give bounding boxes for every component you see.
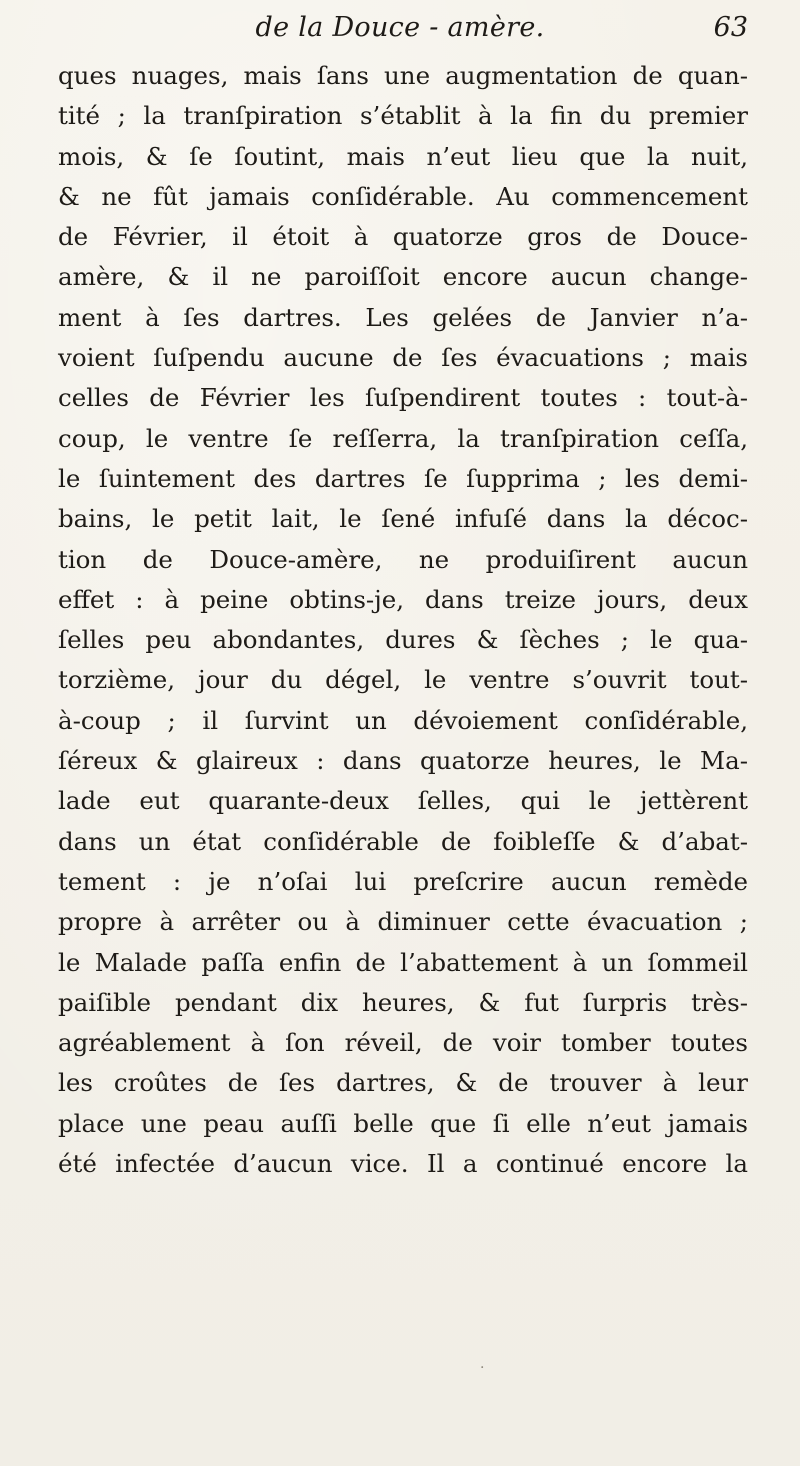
- text-line: propre à arrêter ou à diminuer cette évacuation ;: [58, 907, 748, 937]
- text-line: le Malade paſſa enfin de l’abattement à un ſommeil: [58, 947, 748, 977]
- text-line: ſelles peu abondantes, dures & ſèches ; le qua-: [58, 625, 748, 655]
- text-line: été infectée d’aucun vice. Il a continué encore la: [58, 1149, 748, 1179]
- text-line: à-coup ; il ſurvint un dévoiement conſidérable,: [58, 705, 748, 735]
- text-line: ques nuages, mais ſans une augmentation de quan-: [58, 61, 748, 90]
- paper-speck: ·: [480, 1360, 485, 1376]
- text-line: & ne fût jamais conſidérable. Au commencement: [58, 181, 748, 211]
- text-line: torzième, jour du dégel, le ventre s’ouvrit tout-: [58, 665, 748, 695]
- text-line: voient ſuſpendu aucune de ſes évacuations ; mais: [58, 343, 748, 373]
- running-title: de la Douce - amère.: [255, 12, 545, 43]
- text-line: les croûtes de ſes dartres, & de trouver à leur: [58, 1068, 748, 1098]
- text-line: tement : je n’oſai lui preſcrire aucun remède: [58, 866, 748, 896]
- text-line: ment à ſes dartres. Les gelées de Janvier n’a-: [58, 302, 748, 332]
- text-line: place une peau auſſi belle que ſi elle n’eut jamais: [58, 1108, 748, 1138]
- text-line: le ſuintement des dartres ſe ſupprima ; les demi-: [58, 463, 748, 493]
- text-line: lade eut quarante-deux ſelles, qui le jettèrent: [58, 786, 748, 816]
- text-line: de Février, il étoit à quatorze gros de Douce-: [58, 222, 748, 252]
- text-line: ſéreux & glaireux : dans quatorze heures, le Ma-: [58, 746, 748, 776]
- text-line: bains, le petit lait, le ſené infuſé dans la décoc-: [58, 504, 748, 534]
- text-line: tion de Douce-amère, ne produiſirent aucun: [58, 544, 748, 574]
- text-line: tité ; la tranſpiration s’établit à la fin du premier: [58, 101, 748, 131]
- text-line: celles de Février les ſuſpendirent toutes : tout-à-: [58, 383, 748, 413]
- text-line: mois, & ſe ſoutint, mais n’eut lieu que la nuit,: [58, 141, 748, 171]
- text-line: effet : à peine obtins-je, dans treize jours, deux: [58, 584, 748, 614]
- text-line: dans un état conſidérable de foibleſſe & d’abat-: [58, 826, 748, 856]
- page-number: 63: [713, 12, 748, 43]
- text-line: paiſible pendant dix heures, & fut ſurpris très-: [58, 987, 748, 1017]
- page-header: [0, 12, 800, 48]
- text-line: agréablement à ſon réveil, de voir tomber toutes: [58, 1028, 748, 1058]
- body-text: [58, 56, 748, 1184]
- text-line: amère, & il ne paroiſſoit encore aucun change-: [58, 262, 748, 292]
- text-line: coup, le ventre ſe reſſerra, la tranſpiration ceſſa,: [58, 423, 748, 453]
